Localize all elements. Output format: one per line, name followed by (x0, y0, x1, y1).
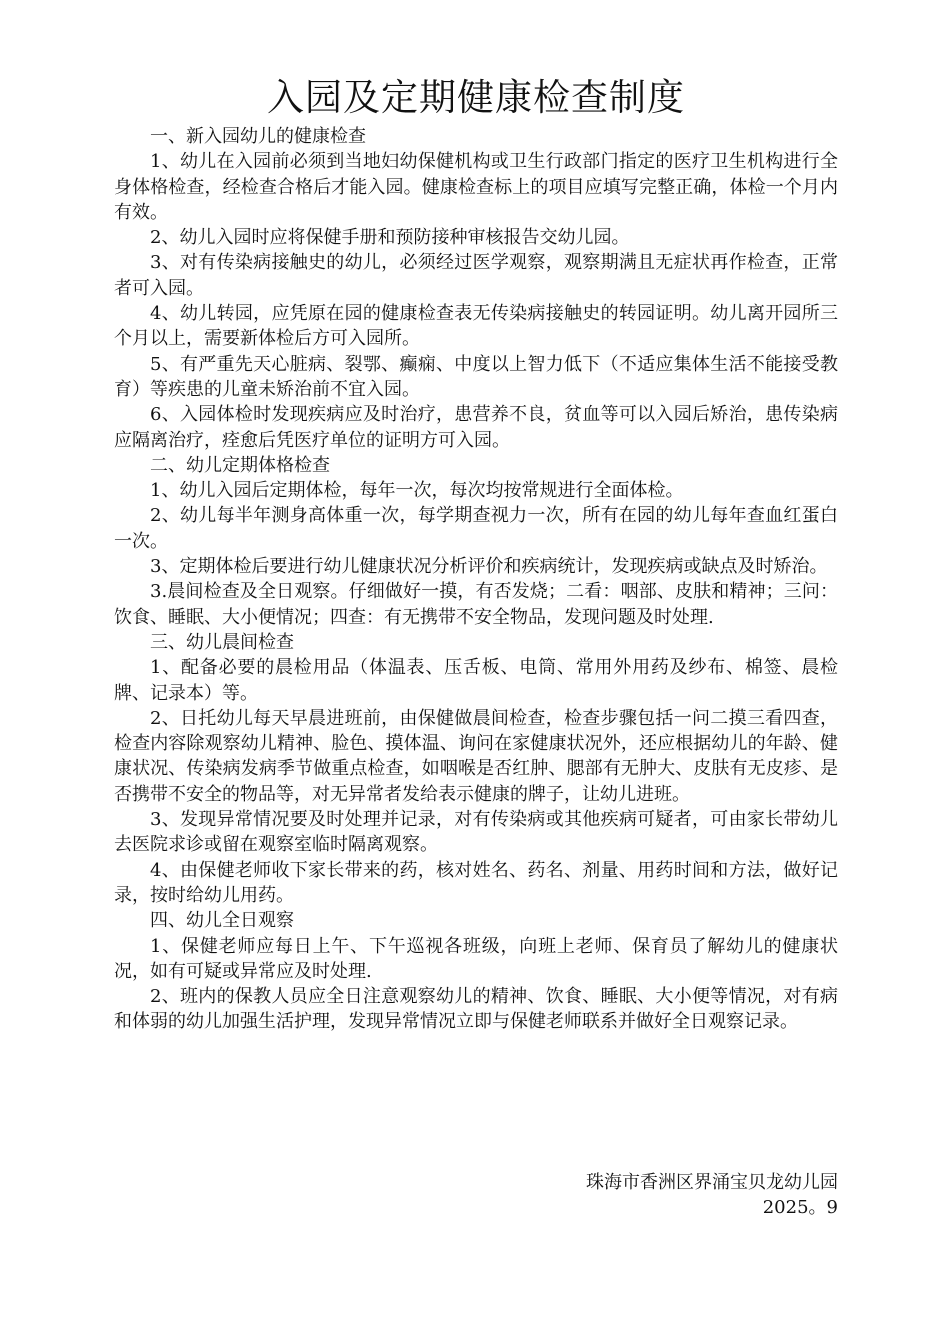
document-title: 入园及定期健康检查制度 (267, 76, 685, 119)
section-heading-2: 二、幼儿定期体格检查 (150, 454, 330, 476)
paragraph: 2、班内的保教人员应全日注意观察幼儿的精神、饮食、睡眠、大小便等情况，对有病和体弱的幼儿加强生活护理，发现异常情况立即与保健老师联系并做好全日观察记录。 (114, 986, 838, 1033)
organization-name: 珠海市香洲区界涌宝贝龙幼儿园 (586, 1172, 838, 1193)
section-heading-4: 四、幼儿全日观察 (150, 910, 294, 932)
document-date: 2025。9 (762, 1197, 838, 1218)
paragraph: 6、入园体检时发现疾病应及时治疗，患营养不良，贫血等可以入园后矫治，患传染病应隔离治疗，痊愈后凭医疗单位的证明方可入园。 (114, 404, 838, 451)
document-page (114, 72, 838, 1035)
document-footer (586, 1170, 838, 1220)
paragraph: 1、保健老师应每日上午、下午巡视各班级，向班上老师、保育员了解幼儿的健康状况，如有可疑或异常应及时处理. (114, 935, 838, 982)
paragraph: 3、定期体检后要进行幼儿健康状况分析评价和疾病统计，发现疾病或缺点及时矫治。 (150, 556, 828, 578)
document-body (114, 124, 838, 1035)
paragraph: 1、配备必要的晨检用品（体温表、压舌板、电筒、常用外用药及纱布、棉签、晨检牌、记录本）等。 (114, 657, 838, 704)
paragraph: 1、幼儿入园后定期体检，每年一次，每次均按常规进行全面体检。 (150, 480, 684, 502)
paragraph: 1、幼儿在入园前必须到当地妇幼保健机构或卫生行政部门指定的医疗卫生机构进行全身体格检查，经检查合格后才能入园。健康检查标上的项目应填写完整正确，体检一个月内有效。 (114, 151, 838, 223)
paragraph: 3.晨间检查及全日观察。仔细做好一摸，有否发烧；二看：咽部、皮肤和精神；三问：饮食、睡眠、大小便情况；四查：有无携带不安全物品，发现问题及时处理. (114, 581, 838, 628)
paragraph: 2、日托幼儿每天早晨进班前，由保健做晨间检查，检查步骤包括一问二摸三看四查，检查内容除观察幼儿精神、脸色、摸体温、询问在家健康状况外，还应根据幼儿的年龄、健康状况、传染病发病季节做重点检查，如咽喉是否红肿、腮部有无肿大、皮肤有无皮疹、是否携带不安全的物品等，对无异常者发给表示健康的牌子，让幼儿进班。 (114, 707, 838, 805)
paragraph: 4、幼儿转园，应凭原在园的健康检查表无传染病接触史的转园证明。幼儿离开园所三个月以上，需要新体检后方可入园所。 (114, 303, 838, 350)
paragraph: 4、由保健老师收下家长带来的药，核对姓名、药名、剂量、用药时间和方法，做好记录，按时给幼儿用药。 (114, 859, 838, 906)
paragraph: 5、有严重先天心脏病、裂鄂、癫痫、中度以上智力低下（不适应集体生活不能接受教育）等疾患的儿童未矫治前不宜入园。 (114, 353, 838, 400)
paragraph: 3、对有传染病接触史的幼儿，必须经过医学观察，观察期满且无症状再作检查，正常者可入园。 (114, 252, 838, 299)
paragraph: 3、发现异常情况要及时处理并记录，对有传染病或其他疾病可疑者，可由家长带幼儿去医院求诊或留在观察室临时隔离观察。 (114, 809, 838, 856)
section-heading-3: 三、幼儿晨间检查 (150, 631, 294, 653)
section-heading-1: 一、新入园幼儿的健康检查 (150, 126, 366, 147)
paragraph: 2、幼儿每半年测身高体重一次，每学期查视力一次，所有在园的幼儿每年查血红蛋白一次。 (114, 505, 838, 552)
paragraph: 2、幼儿入园时应将保健手册和预防接种审核报告交幼儿园。 (150, 227, 630, 249)
